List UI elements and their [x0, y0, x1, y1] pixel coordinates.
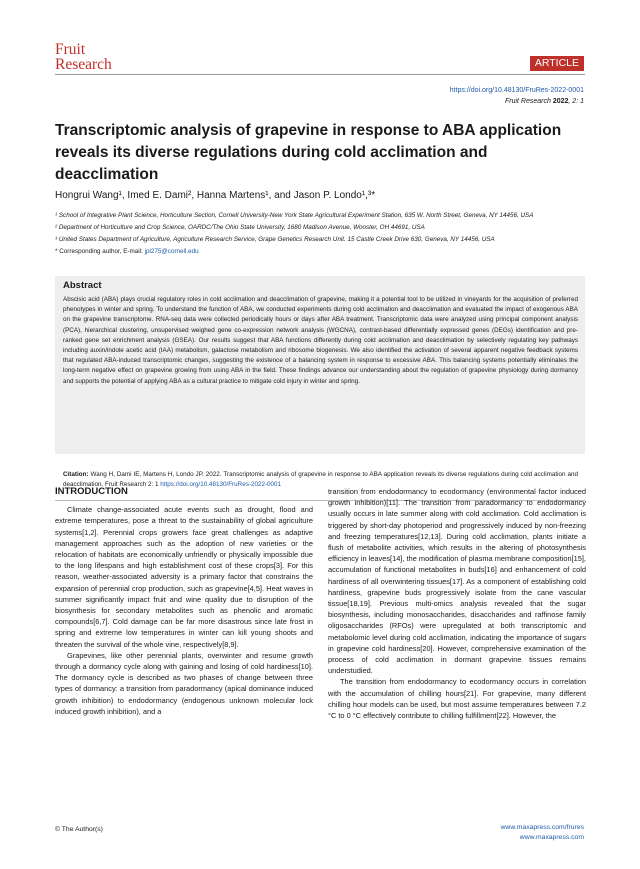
intro-paragraph-1: Climate change-associated acute events such as drought, flood and extreme temperatures, pose a threat to the sustainability of global agriculture systems[1,2]. Perennial crops growers face great challenges as adaptive management approaches such as the adoption of new varieties or the relocation of habitats are economically unfriendly or physically impossible due to the long lifespans and high establishment cost of these crops[3]. For this reason, weather-associated adversity is a primary factor that constrains the expansion of perennial crop production, such as grapevine[4,5]. Heat waves in summer significantly impact fruit and wine quality due to disruption of the biosynthesis for secondary metabolites such as phenolic and aromatic compounds[6,7]. Cold damage can be far more disastrous since late frost in spring and extreme low temperatures in winter can kill young shoots and threaten the survival of the whole vine, respectively[8,9].: [55, 505, 313, 649]
doi-link[interactable]: https://doi.org/10.48130/FruRes-2022-0001: [449, 87, 584, 94]
corresponding-label: * Corresponding author, E-mail:: [55, 248, 145, 255]
intro-paragraph-2: Grapevines, like other perennial plants, overwinter and resume growth through a dormancy cycle along with gaining and losing of cold hardiness[10]. The dormancy cycle is described as two phases of change between three types of dormancy: a transition from paradormancy (apical dominance induced growth inhibition) to endodormancy (endogenous unknown molecular lock induced growth inhibition), and a: [55, 650, 313, 716]
citation-year: 2022: [552, 98, 569, 105]
copyright-notice: © The Author(s): [55, 826, 103, 833]
journal-logo: [55, 42, 112, 72]
affiliation-3: ³ United States Department of Agriculture, Agriculture Research Service, Grape Genetics Research Unit. 15 Castle Creek Drive 630, Geneva, NY 14456, USA: [55, 236, 495, 243]
citation-journal-name: Fruit Research: [504, 98, 551, 105]
corresponding-email-link[interactable]: jpl275@cornell.edu: [144, 248, 199, 255]
footer-journal-link[interactable]: www.maxapress.com/frures: [500, 824, 584, 831]
affiliations: [55, 211, 590, 259]
left-column: [55, 486, 313, 717]
journal-citation: [505, 98, 584, 105]
right-column: [328, 486, 586, 721]
journal-logo-line1: Fruit: [55, 41, 86, 58]
intro-paragraph-4: The transition from endodormancy to ecodormancy occurs in correlation with the accumulation of chilling hours[21]. For grapevine, many different chilling hour models can be used, but most assume temperatures between 7.2 °C to 0 °C effectively contribute to chilling fulfillment[22]. However, the: [328, 677, 586, 721]
article-type-badge: ARTICLE: [530, 56, 584, 71]
author-list: Hongrui Wang¹, Imed E. Dami², Hanna Martens¹, and Jason P. Londo¹,³*: [55, 190, 376, 201]
abstract-text: Abscisic acid (ABA) plays crucial regulatory roles in cold acclimation and deacclimation of grapevine, making it a potential tool to be utilized in vineyards for the acquisition of preferred phenotypes in winter and spring. To understand the function of ABA, we conducted experiments during cold acclimation and deacclimation and evaluated the impact of exogenous ABA on the grapevine transcriptome. RNA-seq data were collected periodically hours or days after ABA treatment. Transcriptomic data were analyzed using principal component analysis (PCA), hierarchical clustering, unsupervised weighed gene co-expression network analysis (WGCNA), contrast-based differentially expressed genes (DEGs) identification and pre-ranked gene set enrichment analysis (GSEA). Our results suggest that ABA functions differently during cold acclimation and deacclimation by selectively regulating key pathways including auxin/indole acetic acid (IAA) metabolism, galactose metabolism and ribosome biogenesis. We also identified the activation of several apparent negative feedback systems that regulated ABA-induced transcriptomic changes, suggesting the existence of a balancing system in response to excessive ABA. This balancing systems potentially eliminates the long-term negative effect on grapevine growing from using ABA in the field. These findings advance our understanding about the regulation of grapevine physiology during dormancy and supports the potential of applying ABA as a cultural practice to mitigate cold injury in winter and spring.: [63, 296, 578, 385]
abstract-heading: Abstract: [63, 280, 102, 291]
footer-publisher-link[interactable]: www.maxapress.com: [519, 834, 584, 841]
journal-logo-line2: Research: [55, 56, 112, 73]
header-divider: [55, 74, 585, 75]
introduction-heading: INTRODUCTION: [55, 486, 128, 497]
affiliation-2: ² Department of Horticulture and Crop Science, OARDC/The Ohio State University, 1680 Madison Avenue, Wooster, OH 44691, USA: [55, 224, 425, 231]
intro-paragraph-3: transition from endodormancy to ecodormancy (environmental factor induced growth inhibition)[11]. The transition from paradormancy to endodormancy usually occurs in late summer along with cold acclimation. Cold acclimation is triggered by short-day photoperiod and progressively induced by non-freezing and freezing temperatures[12,13]. During cold acclimation, plants initiate a flush of metabolite activities, which results in the altering of photosynthesis efficiency in leaves[14], the modification of plasma membrane composition[15], accumulation of functional metabolites in buds[16] and enhancement of cold hardiness of all overwintering tissues[17]. As a component of establishing cold hardiness, grapevine buds progressively isolate from the cane vascular tissue[18,19]. Previous multi-omics analysis revealed that the sugar biosynthesis, including monosaccharides, disaccharides and raffinose family oligosaccharides (RFOs) were upregulated at both transcriptomic and metabolomic level during cold acclimation, indicating the importance of sugars in grapevine cold hardiness[20]. However, comprehensive examination of the process of cold acclimation in dormant grapevine tissues remains understudied.: [328, 487, 586, 676]
citation-text: Wang H, Dami IE, Martens H, Londo JP. 2022. Transcriptomic analysis of grapevine in response to ABA application reveals its diverse regulations during cold acclimation and deacclimation. Fruit Research 2: 1: [63, 471, 578, 488]
citation-doi-link[interactable]: https://doi.org/10.48130/FruRes-2022-0001: [160, 481, 282, 488]
article-title: Transcriptomic analysis of grapevine in response to ABA application reveals its diverse regulations during cold acclimation and deacclimation: [55, 122, 562, 183]
footer-links: [501, 823, 584, 843]
citation-volume: , 2: 1: [568, 98, 584, 105]
citation-label: Citation:: [63, 471, 91, 478]
corresponding-author: [55, 247, 590, 256]
affiliation-1: ¹ School of Integrative Plant Science, Horticulture Section, Cornell University-New York State Agricultural Experiment Station, 635 W. North Street, Geneva, NY 14456, USA: [55, 212, 534, 219]
